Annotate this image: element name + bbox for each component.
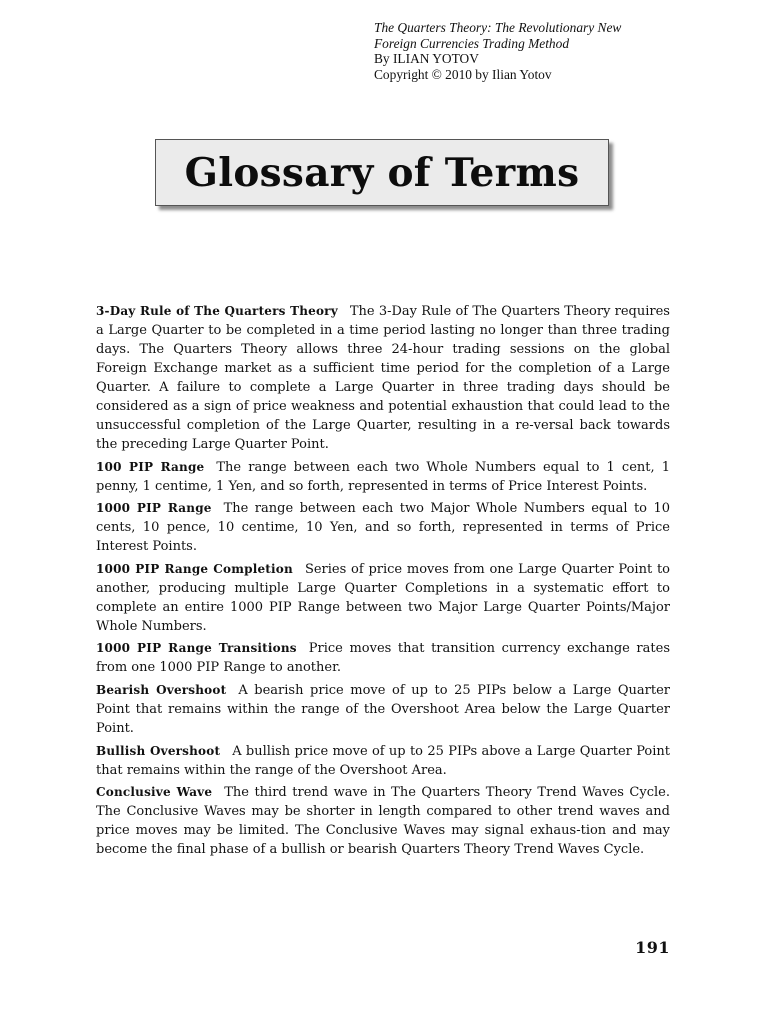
glossary-term: 1000 PIP Range Completion <box>96 561 293 576</box>
page-number: 191 <box>635 938 670 957</box>
glossary-definition: The range between each two Whole Numbers equal to 1 cent, 1 penny, 1 centime, 1 Yen, and so forth, represented in terms of Price Interest Points. <box>96 459 670 494</box>
glossary-entry <box>96 302 670 454</box>
book-title-line-2: Foreign Currencies Trading Method <box>374 35 570 51</box>
glossary-definition: Series of price moves from one Large Quarter Point to another, producing multiple Large Quarter Completions in a systematic effort to complete an entire 1000 PIP Range between two Major Large Quarter Points/Major Whole Numbers. <box>96 561 670 634</box>
glossary-term: Conclusive Wave <box>96 785 213 800</box>
glossary-term: 1000 PIP Range <box>96 501 212 516</box>
glossary-entry <box>96 742 670 780</box>
chapter-title-box <box>155 139 609 206</box>
glossary-definition: A bullish price move of up to 25 PIPs above a Large Quarter Point that remains within the range of the Overshoot Area. <box>96 743 670 778</box>
glossary-term: 100 PIP Range <box>96 459 205 474</box>
glossary-entry <box>96 499 670 556</box>
glossary-term: 1000 PIP Range Transitions <box>96 641 297 656</box>
glossary-definition: Price moves that transition currency exchange rates from one 1000 PIP Range to another. <box>96 641 670 676</box>
glossary-definition: The range between each two Major Whole Numbers equal to 10 cents, 10 pence, 10 centime, 10 Yen, and so forth, represented in terms of Price Interest Points. <box>96 501 670 555</box>
glossary-entry <box>96 681 670 738</box>
book-title-line-1: The Quarters Theory: The Revolutionary New <box>374 20 622 35</box>
author-line: By ILIAN YOTOV <box>374 51 479 67</box>
glossary-entry <box>96 458 670 496</box>
glossary-term: Bullish Overshoot <box>96 743 221 758</box>
glossary-definition: The 3-Day Rule of The Quarters Theory requires a Large Quarter to be completed in a time period lasting no longer than three trading days. The Quarters Theory allows three 24-hour trading sessions on the global Foreign Exchange market as a sufficient time period for the completion of a Large Quarter. A failure to complete a Large Quarter in three trading days should be considered as a sign of price weakness and potential exhaustion that could lead to the unsuccessful completion of the Large Quarter, resulting in a re-versal back towards the preceding Large Quarter Point. <box>96 304 670 452</box>
glossary-definition: The third trend wave in The Quarters Theory Trend Waves Cycle. The Conclusive Waves may be shorter in length compared to other trend waves and price moves may be limited. The Conclusive Waves may signal exhaus-tion and may become the final phase of a bullish or bearish Quarters Theory Trend Waves Cycle. <box>96 785 670 858</box>
glossary-term: Bearish Overshoot <box>96 682 227 697</box>
chapter-title: Glossary of Terms <box>184 149 580 196</box>
glossary-entry <box>96 783 670 859</box>
glossary-definition: A bearish price move of up to 25 PIPs below a Large Quarter Point that remains within the range of the Overshoot Area below the Large Quarter Point. <box>96 682 671 736</box>
glossary-list <box>96 302 670 863</box>
running-header <box>374 20 754 82</box>
glossary-term: 3-Day Rule of The Quarters Theory <box>96 304 338 318</box>
glossary-entry <box>96 639 670 677</box>
copyright-line: Copyright © 2010 by Ilian Yotov <box>374 66 552 82</box>
glossary-entry <box>96 560 670 636</box>
